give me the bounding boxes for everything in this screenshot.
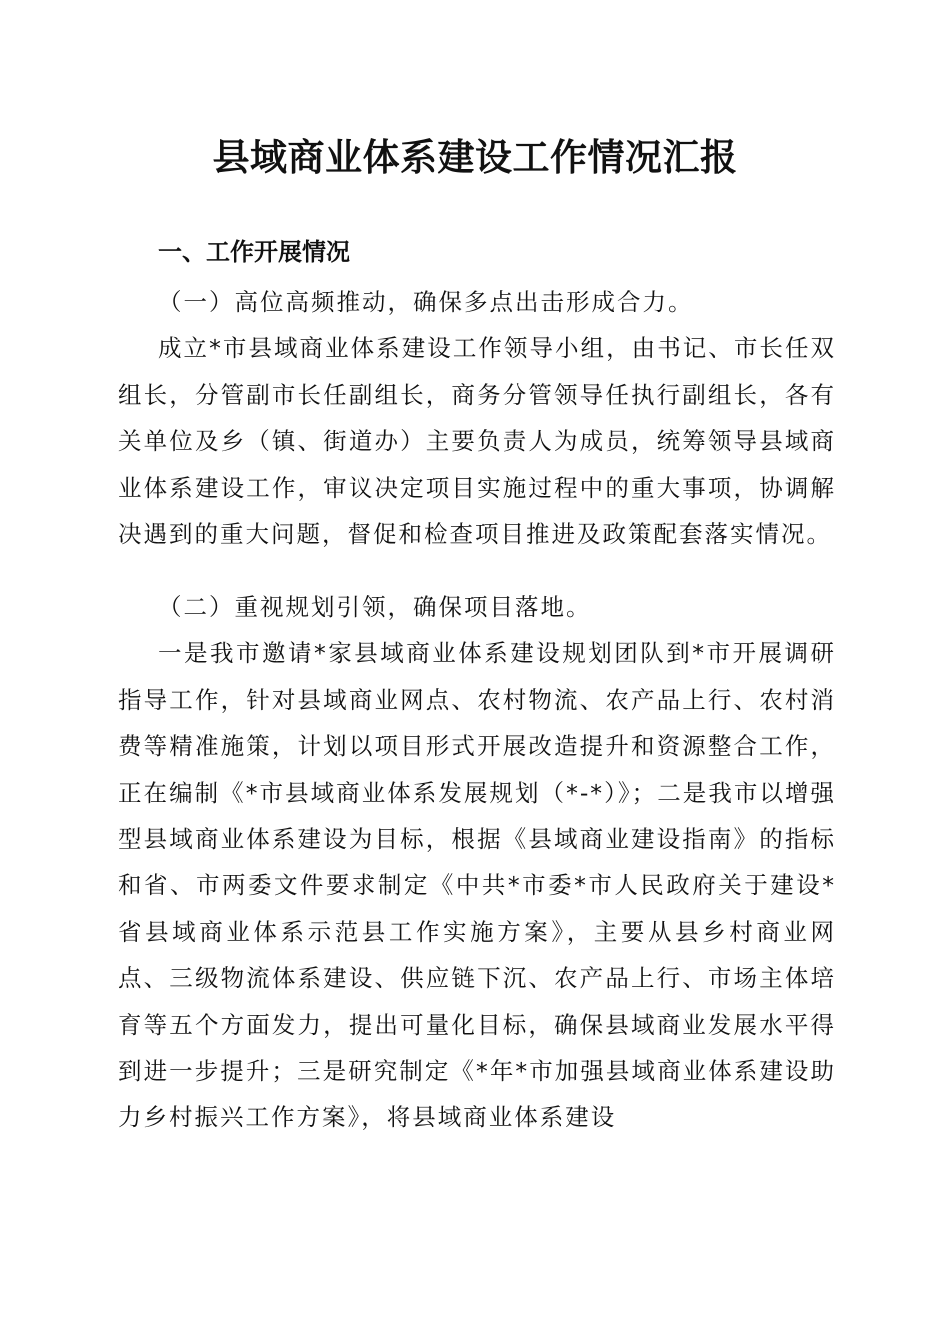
- subsection-1-heading: （一）高位高频推动，确保多点出击形成合力。: [158, 288, 694, 316]
- subsection-1-paragraph: 成立*市县域商业体系建设工作领导小组，由书记、市长任双组长，分管副市长任副组长，商务分管领导任执行副组长，各有关单位及乡（镇、街道办）主要负责人为成员，统筹领导县域商业体系建设工作，审议决定项目实施过程中的重大事项，协调解决遇到的重大问题，督促和检查项目推进及政策配套落实情况。: [118, 334, 836, 549]
- subsection-2-heading: （二）重视规划引领，确保项目落地。: [158, 593, 592, 621]
- subsection-1: [118, 279, 836, 557]
- subsection-2: [118, 584, 836, 1141]
- subsection-2-paragraph: 一是我市邀请*家县域商业体系建设规划团队到*市开展调研指导工作，针对县域商业网点、农村物流、农产品上行、农村消费等精准施策，计划以项目形式开展改造提升和资源整合工作，正在编制《*市县域商业体系发展规划（*-*）》；二是我市以增强型县域商业体系建设为目标，根据《县域商业建设指南》的指标和省、市两委文件要求制定《中共*市委*市人民政府关于建设*省县域商业体系示范县工作实施方案》，主要从县乡村商业网点、三级物流体系建设、供应链下沉、农产品上行、市场主体培育等五个方面发力，提出可量化目标，确保县域商业发展水平得到进一步提升；三是研究制定《*年*市加强县域商业体系建设助力乡村振兴工作方案》，将县域商业体系建设: [118, 639, 836, 1132]
- document-title: 县域商业体系建设工作情况汇报: [212, 135, 738, 179]
- section-heading-work-progress: 一、工作开展情况: [158, 238, 350, 266]
